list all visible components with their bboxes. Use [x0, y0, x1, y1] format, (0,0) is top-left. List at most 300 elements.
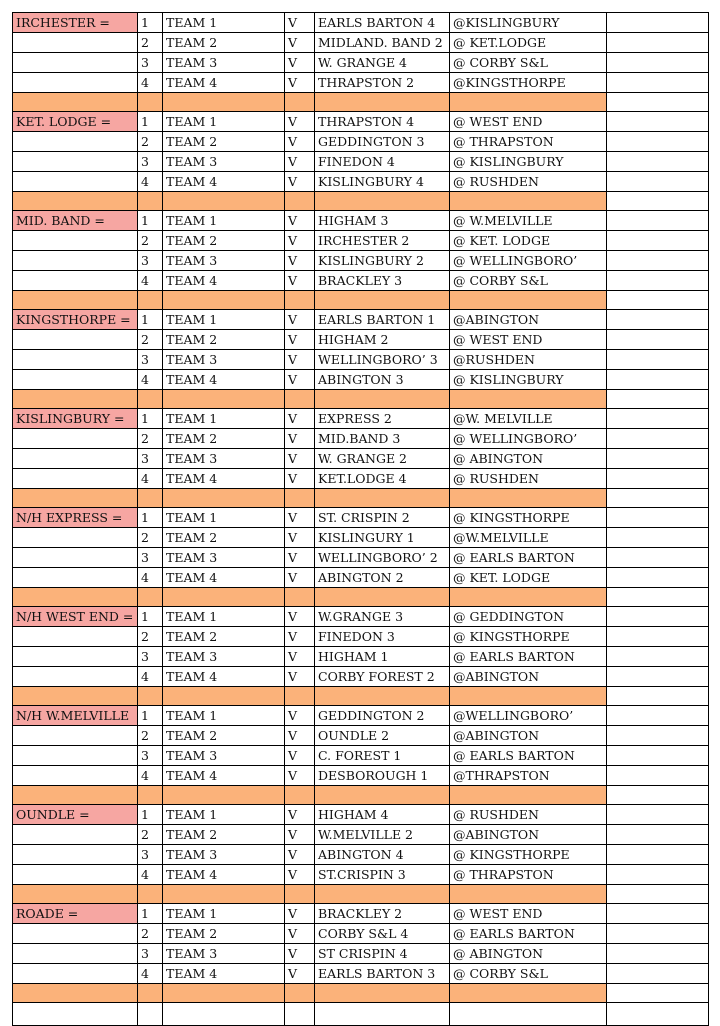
empty-cell — [13, 271, 138, 291]
empty-cell — [607, 627, 709, 647]
team-number: 3 — [138, 53, 163, 73]
empty-row — [13, 1003, 709, 1026]
opponent: KISLINGBURY 4 — [315, 172, 450, 192]
separator-band-cell — [315, 588, 450, 607]
empty-cell — [607, 766, 709, 786]
separator-band-cell — [13, 390, 138, 409]
opponent: FINEDON 3 — [315, 627, 450, 647]
separator-band-cell — [285, 489, 315, 508]
venue: @ RUSHDEN — [450, 469, 607, 489]
opponent: ST CRISPIN 4 — [315, 944, 450, 964]
empty-cell — [607, 211, 709, 231]
separator-band-cell — [315, 984, 450, 1003]
separator-band-cell — [138, 489, 163, 508]
empty-cell — [13, 53, 138, 73]
empty-cell — [607, 449, 709, 469]
fixture-row — [13, 706, 709, 726]
opponent: KET.LODGE 4 — [315, 469, 450, 489]
separator-band-cell — [450, 93, 607, 112]
versus-marker: V — [285, 350, 315, 370]
empty-cell — [607, 568, 709, 588]
separator-band-cell — [285, 291, 315, 310]
team-number: 1 — [138, 310, 163, 330]
empty-cell — [607, 726, 709, 746]
separator-band-cell — [138, 588, 163, 607]
empty-cell — [607, 904, 709, 924]
club-name: OUNDLE = — [13, 805, 138, 825]
versus-marker: V — [285, 251, 315, 271]
separator-row — [13, 588, 709, 607]
fixture-row — [13, 845, 709, 865]
team-number: 3 — [138, 548, 163, 568]
opponent: EXPRESS 2 — [315, 409, 450, 429]
empty-cell — [607, 508, 709, 528]
fixture-row — [13, 152, 709, 172]
separator-band-cell — [450, 786, 607, 805]
separator-band-cell — [163, 984, 285, 1003]
separator-band-cell — [13, 93, 138, 112]
empty-cell — [13, 964, 138, 984]
empty-cell — [13, 152, 138, 172]
venue: @ KET.LODGE — [450, 33, 607, 53]
versus-marker: V — [285, 845, 315, 865]
separator-band-cell — [13, 984, 138, 1003]
fixture-row — [13, 746, 709, 766]
separator-band-cell — [13, 489, 138, 508]
empty-cell — [607, 805, 709, 825]
opponent: ABINGTON 3 — [315, 370, 450, 390]
team-number: 2 — [138, 33, 163, 53]
empty-cell — [607, 13, 709, 33]
versus-marker: V — [285, 944, 315, 964]
fixture-row — [13, 805, 709, 825]
team-name: TEAM 4 — [163, 73, 285, 93]
venue: @ GEDDINGTON — [450, 607, 607, 627]
club-name: KET. LODGE = — [13, 112, 138, 132]
empty-cell — [607, 647, 709, 667]
empty-cell — [607, 330, 709, 350]
opponent: EARLS BARTON 4 — [315, 13, 450, 33]
separator-band-cell — [163, 588, 285, 607]
empty-cell — [13, 370, 138, 390]
versus-marker: V — [285, 508, 315, 528]
team-name: TEAM 4 — [163, 766, 285, 786]
separator-band-cell — [450, 885, 607, 904]
empty-cell — [607, 132, 709, 152]
separator-band-cell — [450, 588, 607, 607]
separator-band-cell — [13, 192, 138, 211]
team-name: TEAM 2 — [163, 726, 285, 746]
empty-cell — [13, 667, 138, 687]
team-number: 1 — [138, 904, 163, 924]
team-name: TEAM 4 — [163, 964, 285, 984]
team-number: 1 — [138, 409, 163, 429]
team-name: TEAM 2 — [163, 528, 285, 548]
club-name: IRCHESTER = — [13, 13, 138, 33]
empty-cell — [13, 627, 138, 647]
empty-cell — [13, 73, 138, 93]
empty-cell — [13, 132, 138, 152]
fixture-row — [13, 508, 709, 528]
empty-cell — [607, 984, 709, 1003]
team-name: TEAM 4 — [163, 271, 285, 291]
venue: @W.MELVILLE — [450, 528, 607, 548]
team-number: 1 — [138, 112, 163, 132]
team-name: TEAM 2 — [163, 231, 285, 251]
fixture-row — [13, 865, 709, 885]
venue: @ KINGSTHORPE — [450, 627, 607, 647]
versus-marker: V — [285, 964, 315, 984]
team-name: TEAM 2 — [163, 330, 285, 350]
versus-marker: V — [285, 152, 315, 172]
fixture-row — [13, 548, 709, 568]
venue: @ EARLS BARTON — [450, 924, 607, 944]
empty-cell — [607, 548, 709, 568]
team-number: 4 — [138, 73, 163, 93]
fixture-row — [13, 33, 709, 53]
empty-cell — [607, 53, 709, 73]
versus-marker: V — [285, 132, 315, 152]
venue: @ABINGTON — [450, 310, 607, 330]
team-number: 3 — [138, 746, 163, 766]
versus-marker: V — [285, 409, 315, 429]
empty-cell — [13, 944, 138, 964]
versus-marker: V — [285, 726, 315, 746]
versus-marker: V — [285, 449, 315, 469]
versus-marker: V — [285, 865, 315, 885]
team-name: TEAM 3 — [163, 845, 285, 865]
opponent: GEDDINGTON 2 — [315, 706, 450, 726]
fixture-row — [13, 271, 709, 291]
versus-marker: V — [285, 469, 315, 489]
versus-marker: V — [285, 924, 315, 944]
separator-row — [13, 885, 709, 904]
team-name: TEAM 2 — [163, 825, 285, 845]
empty-cell — [13, 746, 138, 766]
opponent: CORBY FOREST 2 — [315, 667, 450, 687]
fixture-row — [13, 924, 709, 944]
empty-cell — [607, 528, 709, 548]
empty-cell — [607, 489, 709, 508]
opponent: BRACKLEY 3 — [315, 271, 450, 291]
empty-cell — [13, 726, 138, 746]
fixture-row — [13, 825, 709, 845]
team-number: 2 — [138, 231, 163, 251]
fixture-row — [13, 627, 709, 647]
separator-band-cell — [138, 786, 163, 805]
venue: @ WELLINGBORO’ — [450, 251, 607, 271]
empty-cell — [607, 687, 709, 706]
opponent: MIDLAND. BAND 2 — [315, 33, 450, 53]
club-name: N/H WEST END = — [13, 607, 138, 627]
opponent: EARLS BARTON 1 — [315, 310, 450, 330]
team-number: 4 — [138, 370, 163, 390]
club-name: KISLINGBURY = — [13, 409, 138, 429]
venue: @ RUSHDEN — [450, 172, 607, 192]
team-number: 2 — [138, 330, 163, 350]
empty-cell — [13, 172, 138, 192]
versus-marker: V — [285, 73, 315, 93]
venue: @ KISLINGBURY — [450, 152, 607, 172]
separator-band-cell — [315, 93, 450, 112]
separator-band-cell — [163, 885, 285, 904]
separator-band-cell — [138, 885, 163, 904]
empty-cell — [607, 350, 709, 370]
separator-band-cell — [315, 786, 450, 805]
team-name: TEAM 4 — [163, 172, 285, 192]
versus-marker: V — [285, 53, 315, 73]
fixture-row — [13, 469, 709, 489]
separator-band-cell — [138, 291, 163, 310]
club-name: KINGSTHORPE = — [13, 310, 138, 330]
separator-band-cell — [13, 885, 138, 904]
venue: @ KINGSTHORPE — [450, 508, 607, 528]
empty-cell — [607, 944, 709, 964]
venue: @RUSHDEN — [450, 350, 607, 370]
separator-band-cell — [315, 390, 450, 409]
empty-cell — [607, 469, 709, 489]
opponent: GEDDINGTON 3 — [315, 132, 450, 152]
empty-cell — [450, 1003, 607, 1026]
opponent: W. GRANGE 4 — [315, 53, 450, 73]
separator-row — [13, 390, 709, 409]
versus-marker: V — [285, 528, 315, 548]
team-name: TEAM 3 — [163, 251, 285, 271]
opponent: EARLS BARTON 3 — [315, 964, 450, 984]
opponent: IRCHESTER 2 — [315, 231, 450, 251]
venue: @ EARLS BARTON — [450, 548, 607, 568]
empty-cell — [285, 1003, 315, 1026]
fixture-row — [13, 964, 709, 984]
empty-cell — [13, 528, 138, 548]
venue: @ WEST END — [450, 112, 607, 132]
fixture-row — [13, 607, 709, 627]
team-name: TEAM 4 — [163, 667, 285, 687]
fixtures-table — [12, 12, 709, 1026]
empty-cell — [607, 667, 709, 687]
empty-cell — [607, 588, 709, 607]
empty-cell — [13, 1003, 138, 1026]
separator-band-cell — [138, 984, 163, 1003]
empty-cell — [607, 310, 709, 330]
empty-cell — [138, 1003, 163, 1026]
separator-band-cell — [13, 687, 138, 706]
fixture-row — [13, 112, 709, 132]
venue: @ KET. LODGE — [450, 568, 607, 588]
separator-band-cell — [450, 687, 607, 706]
separator-band-cell — [13, 588, 138, 607]
versus-marker: V — [285, 607, 315, 627]
team-number: 2 — [138, 726, 163, 746]
team-number: 3 — [138, 845, 163, 865]
opponent: FINEDON 4 — [315, 152, 450, 172]
team-name: TEAM 1 — [163, 805, 285, 825]
empty-cell — [607, 924, 709, 944]
team-number: 1 — [138, 211, 163, 231]
venue: @ WEST END — [450, 330, 607, 350]
empty-cell — [607, 885, 709, 904]
opponent: W.GRANGE 3 — [315, 607, 450, 627]
venue: @THRAPSTON — [450, 766, 607, 786]
separator-band-cell — [138, 93, 163, 112]
versus-marker: V — [285, 310, 315, 330]
team-number: 2 — [138, 429, 163, 449]
team-number: 3 — [138, 152, 163, 172]
separator-band-cell — [138, 192, 163, 211]
empty-cell — [607, 231, 709, 251]
team-name: TEAM 2 — [163, 924, 285, 944]
venue: @ABINGTON — [450, 825, 607, 845]
empty-cell — [13, 429, 138, 449]
venue: @ WEST END — [450, 904, 607, 924]
venue: @W. MELVILLE — [450, 409, 607, 429]
empty-cell — [607, 291, 709, 310]
fixture-row — [13, 429, 709, 449]
separator-band-cell — [285, 687, 315, 706]
empty-cell — [607, 152, 709, 172]
team-number: 2 — [138, 528, 163, 548]
separator-band-cell — [285, 390, 315, 409]
versus-marker: V — [285, 647, 315, 667]
versus-marker: V — [285, 746, 315, 766]
fixture-row — [13, 528, 709, 548]
empty-cell — [607, 172, 709, 192]
opponent: W. GRANGE 2 — [315, 449, 450, 469]
opponent: HIGHAM 2 — [315, 330, 450, 350]
empty-cell — [13, 251, 138, 271]
empty-cell — [13, 865, 138, 885]
empty-cell — [607, 429, 709, 449]
empty-cell — [13, 469, 138, 489]
fixture-row — [13, 370, 709, 390]
versus-marker: V — [285, 231, 315, 251]
venue: @ CORBY S&L — [450, 271, 607, 291]
separator-row — [13, 489, 709, 508]
separator-band-cell — [315, 192, 450, 211]
versus-marker: V — [285, 429, 315, 449]
team-number: 4 — [138, 469, 163, 489]
separator-band-cell — [285, 588, 315, 607]
versus-marker: V — [285, 766, 315, 786]
versus-marker: V — [285, 13, 315, 33]
separator-row — [13, 786, 709, 805]
empty-cell — [13, 845, 138, 865]
separator-band-cell — [315, 885, 450, 904]
venue: @ KISLINGBURY — [450, 370, 607, 390]
team-number: 1 — [138, 607, 163, 627]
separator-band-cell — [285, 885, 315, 904]
team-number: 2 — [138, 132, 163, 152]
venue: @ KET. LODGE — [450, 231, 607, 251]
fixture-row — [13, 310, 709, 330]
empty-cell — [607, 370, 709, 390]
team-name: TEAM 3 — [163, 350, 285, 370]
fixture-row — [13, 766, 709, 786]
empty-cell — [607, 192, 709, 211]
empty-cell — [607, 964, 709, 984]
venue: @KINGSTHORPE — [450, 73, 607, 93]
venue: @ WELLINGBORO’ — [450, 429, 607, 449]
team-number: 2 — [138, 924, 163, 944]
separator-band-cell — [163, 192, 285, 211]
versus-marker: V — [285, 825, 315, 845]
opponent: HIGHAM 3 — [315, 211, 450, 231]
team-number: 1 — [138, 508, 163, 528]
fixture-row — [13, 647, 709, 667]
club-name: N/H W.MELVILLE — [13, 706, 138, 726]
team-name: TEAM 3 — [163, 449, 285, 469]
team-name: TEAM 2 — [163, 132, 285, 152]
team-number: 3 — [138, 944, 163, 964]
opponent: MID.BAND 3 — [315, 429, 450, 449]
empty-cell — [607, 865, 709, 885]
fixture-row — [13, 132, 709, 152]
team-number: 4 — [138, 271, 163, 291]
separator-band-cell — [285, 786, 315, 805]
opponent: HIGHAM 1 — [315, 647, 450, 667]
opponent: ST. CRISPIN 2 — [315, 508, 450, 528]
versus-marker: V — [285, 33, 315, 53]
separator-band-cell — [450, 291, 607, 310]
separator-band-cell — [163, 390, 285, 409]
team-name: TEAM 1 — [163, 211, 285, 231]
separator-band-cell — [450, 390, 607, 409]
venue: @ EARLS BARTON — [450, 746, 607, 766]
empty-cell — [13, 449, 138, 469]
team-name: TEAM 2 — [163, 627, 285, 647]
empty-cell — [607, 271, 709, 291]
team-number: 1 — [138, 13, 163, 33]
team-name: TEAM 3 — [163, 152, 285, 172]
separator-band-cell — [450, 489, 607, 508]
venue: @ CORBY S&L — [450, 964, 607, 984]
venue: @ ABINGTON — [450, 944, 607, 964]
separator-row — [13, 984, 709, 1003]
empty-cell — [607, 73, 709, 93]
versus-marker: V — [285, 805, 315, 825]
separator-band-cell — [163, 291, 285, 310]
empty-cell — [315, 1003, 450, 1026]
club-name: MID. BAND = — [13, 211, 138, 231]
separator-band-cell — [163, 687, 285, 706]
empty-cell — [607, 706, 709, 726]
venue: @ W.MELVILLE — [450, 211, 607, 231]
venue: @WELLINGBORO’ — [450, 706, 607, 726]
team-name: TEAM 4 — [163, 568, 285, 588]
versus-marker: V — [285, 568, 315, 588]
empty-cell — [607, 409, 709, 429]
separator-band-cell — [285, 984, 315, 1003]
fixture-row — [13, 330, 709, 350]
versus-marker: V — [285, 627, 315, 647]
team-number: 4 — [138, 766, 163, 786]
team-name: TEAM 1 — [163, 409, 285, 429]
venue: @ EARLS BARTON — [450, 647, 607, 667]
separator-band-cell — [315, 489, 450, 508]
versus-marker: V — [285, 330, 315, 350]
separator-band-cell — [138, 687, 163, 706]
fixture-row — [13, 13, 709, 33]
venue: @ KINGSTHORPE — [450, 845, 607, 865]
team-name: TEAM 1 — [163, 904, 285, 924]
opponent: WELLINGBORO’ 2 — [315, 548, 450, 568]
versus-marker: V — [285, 667, 315, 687]
versus-marker: V — [285, 271, 315, 291]
fixture-row — [13, 449, 709, 469]
fixture-row — [13, 251, 709, 271]
team-name: TEAM 4 — [163, 469, 285, 489]
separator-band-cell — [285, 192, 315, 211]
